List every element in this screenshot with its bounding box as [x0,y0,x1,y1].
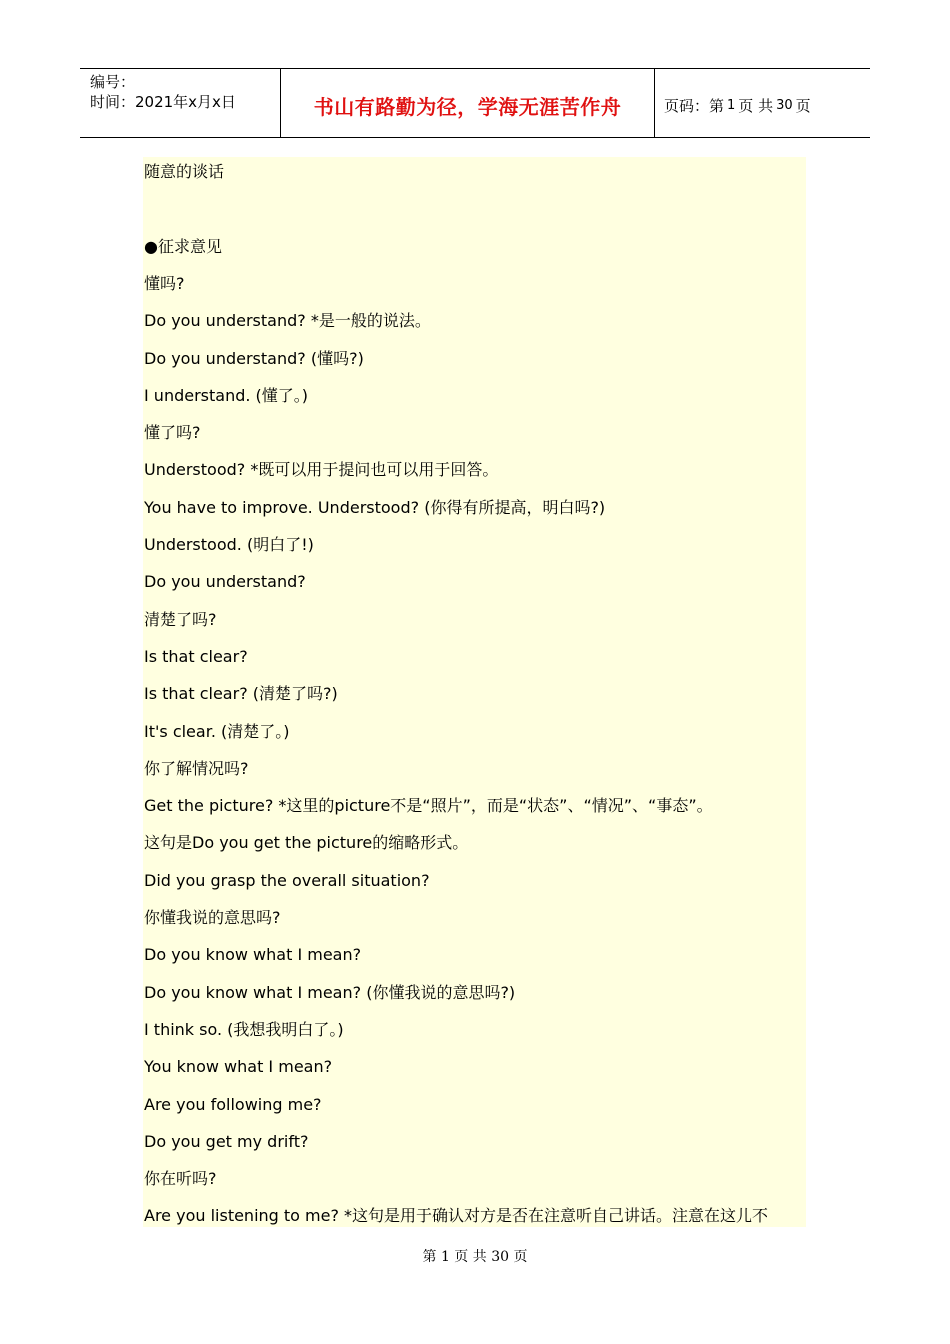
text-line: 你了解情况吗? [144,758,249,778]
text-line: 你在听吗? [144,1169,217,1189]
text-line: Do you know what I mean? (你懂我说的意思吗?) [144,982,516,1002]
text-line: 随意的谈话 [144,162,225,181]
text-line: Understood? *既可以用于提问也可以用于回答。 [144,460,499,480]
text-line: Understood. (明白了!) [144,535,314,554]
text-line: I understand. (懂了。) [144,385,309,405]
text-line: Is that clear? (清楚了吗?) [144,684,338,704]
text-line: You know what I mean? [144,1057,333,1077]
page-suffix: 页 [795,96,811,115]
text-line: Do you understand? [144,572,306,592]
text-line: ●征求意见 [144,236,222,256]
document-body [143,157,806,1227]
text-line: Are you following me? [144,1094,322,1114]
text-line: I think so. (我想我明白了。) [144,1019,344,1039]
text-line: It's clear. (清楚了。) [144,721,290,741]
date-text: 时间：2021年x月x日 [90,93,236,111]
page-footer: 第 1 页 共 30 页 [422,1249,528,1265]
text-line: You have to improve. Understood? (你得有所提高，明白吗?) [144,497,606,517]
text-line: Is that clear? [144,646,248,666]
header-motto-cell [281,69,655,137]
motto-text: 书山有路勤为径，学海无涯苦作舟 [313,94,622,119]
doc-number-label: 编号： [90,73,136,91]
text-line: Do you understand? (懂吗?) [144,348,364,368]
text-line: 懂了吗? [144,423,201,443]
text-line: Did you grasp the overall situation? [144,870,430,890]
page-header [80,68,870,138]
text-line: 你懂我说的意思吗? [144,908,281,927]
header-meta [80,69,281,137]
page-current: 1 [727,97,736,113]
text-line: Get the picture? *这里的picture不是“照片”，而是“状态”、“情况”、“事态”。 [144,796,713,816]
page-mid: 页 共 [738,96,774,115]
text-line: Do you understand? *是一般的说法。 [144,311,431,331]
text-line: Do you know what I mean? [144,945,362,965]
text-line: 这句是Do you get the picture的缩略形式。 [144,833,469,853]
text-line: 懂吗? [144,273,185,293]
header-page-info [655,69,870,137]
page-total: 30 [776,97,793,113]
page-prefix: 页码：第 [664,96,725,115]
text-line: Are you listening to me? *这句是用于确认对方是否在注意听自己讲话。注意在这儿不 [144,1206,769,1226]
text-line: 清楚了吗? [144,609,217,629]
text-line: Do you get my drift? [144,1131,309,1151]
